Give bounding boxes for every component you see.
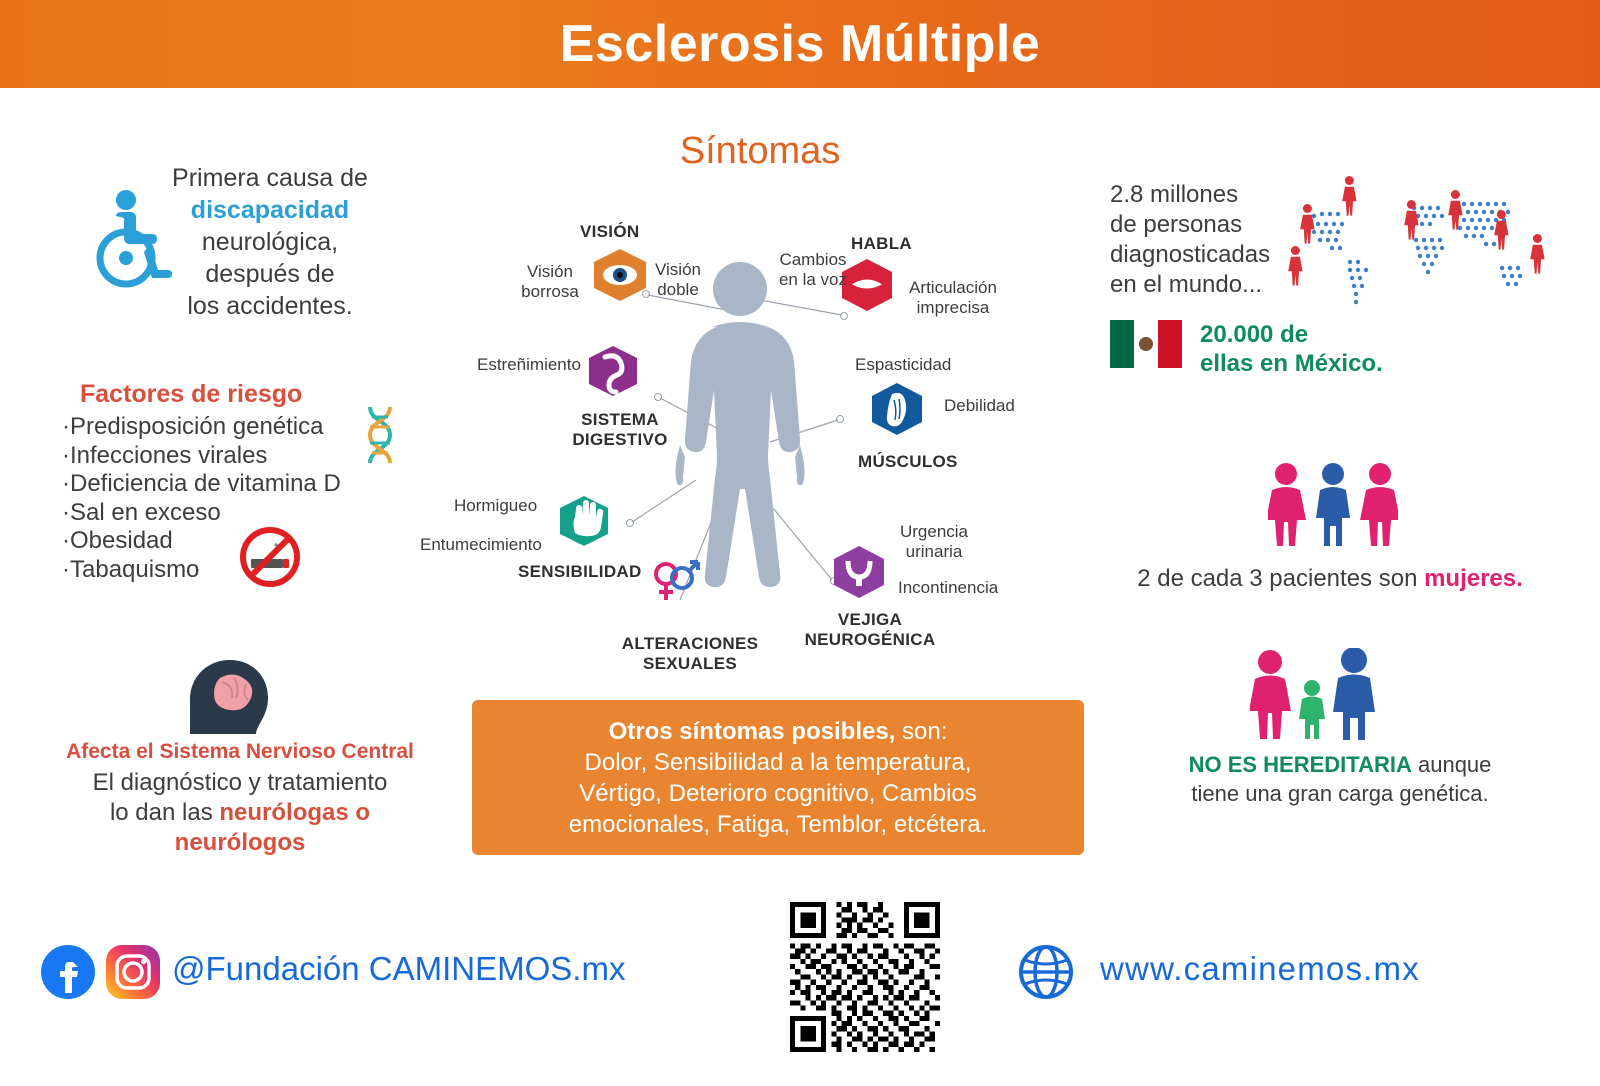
- label-line: borrosa: [521, 282, 579, 301]
- page-title: Esclerosis Múltiple: [559, 15, 1041, 73]
- label-line: urinaria: [905, 542, 963, 561]
- symptom-label-incontinencia: Incontinencia: [898, 578, 999, 597]
- risk-factors-title: Factores de riesgo: [80, 380, 303, 408]
- women-stat-text: [1080, 565, 1580, 593]
- women-highlight: mujeres.: [1424, 565, 1523, 592]
- page-header: [0, 0, 1600, 88]
- head-brain-icon: [176, 654, 276, 736]
- label-line: doble: [657, 280, 699, 299]
- symptom-label-entumecimiento: Entumecimiento: [420, 535, 542, 554]
- other-symptoms-bold: Otros síntomas posibles,: [608, 717, 896, 745]
- symptoms-title: Síntomas: [679, 130, 841, 172]
- disability-line1: Primera causa de: [172, 164, 368, 192]
- website-link[interactable]: www.caminemos.mx: [1100, 950, 1420, 987]
- symptom-label-vision-borrosa: [510, 262, 590, 302]
- symptom-category-sexuales: [600, 634, 780, 674]
- list-item: ·Obesidad: [62, 527, 173, 554]
- list-item: ·Tabaquismo: [62, 555, 200, 583]
- muscle-icon: [868, 382, 926, 436]
- facebook-icon[interactable]: [40, 944, 96, 1000]
- label-line: NEUROGÉNICA: [804, 630, 936, 649]
- symptom-label-hormigueo: Hormigueo: [454, 496, 538, 515]
- disability-statement: [140, 162, 400, 322]
- symptom-category-sensibilidad: SENSIBILIDAD: [518, 562, 642, 581]
- symptom-category-habla: HABLA: [851, 234, 912, 253]
- hereditary-line2: tiene una gran carga genética.: [1191, 781, 1489, 806]
- disability-highlight: discapacidad: [190, 196, 350, 224]
- symptom-label-articulacion: [898, 278, 1008, 318]
- symptom-label-urgencia: [890, 522, 978, 562]
- globe-icon[interactable]: [1018, 944, 1074, 1000]
- hereditary-highlight: NO ES HEREDITARIA: [1188, 752, 1412, 777]
- world-line4: en el mundo...: [1110, 271, 1263, 298]
- label-line: Articulación: [909, 278, 997, 297]
- symptom-category-vision: VISIÓN: [580, 222, 640, 241]
- hand-icon: [556, 495, 612, 547]
- list-item: ·Deficiencia de vitamina D: [62, 470, 341, 497]
- label-line: ALTERACIONES: [621, 634, 759, 653]
- disability-line3: después de: [205, 260, 335, 288]
- label-line: VEJIGA: [837, 610, 903, 629]
- other-symptoms-line3: Vértigo, Deterioro cognitivo, Cambios: [579, 779, 977, 807]
- symptom-label-cambios-voz: [770, 250, 856, 290]
- gender-symbols-icon: [648, 556, 702, 606]
- label-line: Urgencia: [899, 522, 969, 541]
- cns-highlight2: neurólogos: [174, 829, 306, 856]
- hereditary-text: [1120, 750, 1560, 808]
- symptom-label-estrenimiento: Estreñimiento: [477, 355, 581, 374]
- bladder-icon: [830, 545, 888, 599]
- other-symptoms-text: [569, 716, 987, 840]
- cns-line2: lo dan las: [109, 799, 220, 826]
- risk-factors-list: [62, 413, 392, 584]
- hereditary-rest: aunque: [1411, 752, 1492, 777]
- social-handle[interactable]: @Fundación CAMINEMOS.mx: [172, 950, 626, 987]
- cns-line1: El diagnóstico y tratamiento: [92, 769, 388, 796]
- other-symptoms-line2: Dolor, Sensibilidad a la temperatura,: [584, 748, 972, 776]
- cns-title: Afecta el Sistema Nervioso Central: [66, 740, 414, 763]
- symptom-label-debilidad: Debilidad: [944, 396, 1015, 415]
- label-line: Cambios: [779, 250, 847, 269]
- label-line: SEXUALES: [642, 654, 738, 673]
- symptom-category-vejiga: [790, 610, 950, 650]
- label-line: en la voz: [778, 270, 848, 289]
- disability-line2: neurológica,: [201, 228, 339, 256]
- mexico-line1: 20.000 de: [1200, 321, 1309, 348]
- world-line1: 2.8 millones: [1110, 181, 1239, 208]
- no-smoking-icon: [239, 526, 301, 588]
- world-line3: diagnosticadas: [1110, 241, 1271, 268]
- qr-code[interactable]: [790, 902, 940, 1052]
- symptom-category-musculos: MÚSCULOS: [858, 452, 958, 471]
- list-item: ·Sal en exceso: [62, 498, 221, 526]
- symptom-label-espasticidad: Espasticidad: [855, 355, 952, 374]
- other-symptoms-rest: son:: [895, 717, 948, 745]
- stomach-icon: [585, 345, 641, 397]
- cns-text: [40, 768, 440, 858]
- label-line: Visión: [527, 262, 573, 281]
- mexico-flag-icon: [1110, 320, 1182, 368]
- family-icon: [1250, 648, 1380, 740]
- label-line: SISTEMA: [581, 410, 659, 429]
- other-symptoms-line4: emocionales, Fatiga, Temblor, etcétera.: [568, 810, 988, 838]
- mexico-line2: ellas en México.: [1200, 350, 1383, 377]
- three-people-icon: [1268, 462, 1398, 548]
- dna-icon: [360, 405, 400, 467]
- label-line: Visión: [655, 260, 701, 279]
- symptom-category-digestivo: [540, 410, 700, 450]
- list-item: ·Infecciones virales: [62, 441, 268, 469]
- mexico-stat-text: [1200, 320, 1430, 378]
- list-item: ·Predisposición genética: [62, 413, 324, 440]
- world-map-icon: [1280, 170, 1570, 330]
- instagram-icon[interactable]: [105, 944, 161, 1000]
- other-symptoms-box: [472, 700, 1084, 855]
- label-line: DIGESTIVO: [572, 430, 668, 449]
- symptom-label-vision-doble: [638, 260, 718, 300]
- disability-line4: los accidentes.: [187, 292, 353, 320]
- women-prefix: 2 de cada 3 pacientes son: [1137, 565, 1425, 592]
- label-line: imprecisa: [916, 298, 990, 317]
- world-line2: de personas: [1110, 211, 1243, 238]
- cns-highlight1: neurólogas o: [219, 799, 371, 826]
